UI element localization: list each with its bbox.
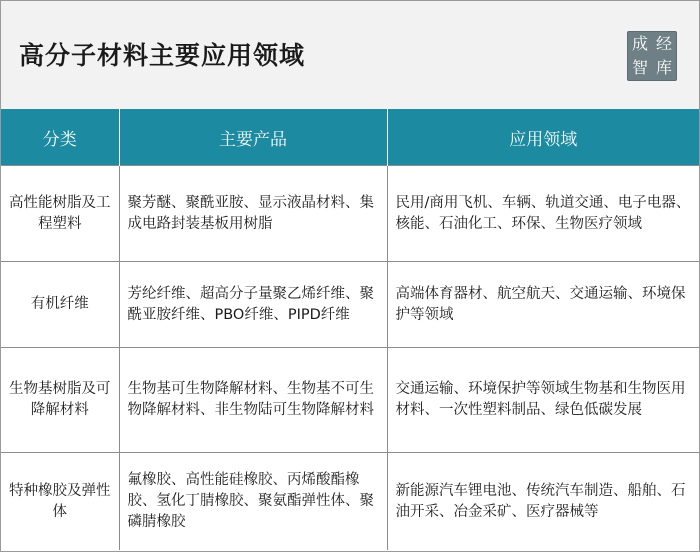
category-cell: 特种橡胶及弹性体	[1, 453, 119, 551]
logo-char: 成	[631, 34, 648, 53]
table-row	[1, 453, 699, 551]
products-cell: 生物基可生物降解材料、生物基不可生物降解材料、非生物陆可生物降解材料	[119, 348, 387, 453]
applications-cell: 新能源汽车锂电池、传统汽车制造、船舶、石油开采、冶金采矿、医疗器械等	[387, 453, 699, 551]
products-cell: 芳纶纤维、超高分子量聚乙烯纤维、聚酰亚胺纤维、PBO纤维、PIPD纤维	[119, 262, 387, 348]
materials-table	[1, 109, 699, 550]
page-title: 高分子材料主要应用领域	[19, 41, 306, 70]
table-row	[1, 348, 699, 453]
products-cell: 聚芳醚、聚酰亚胺、显示液晶材料、集成电路封装基板用树脂	[119, 166, 387, 262]
products-cell: 氟橡胶、高性能硅橡胶、丙烯酸酯橡胶、氢化丁腈橡胶、聚氨酯弹性体、聚磷腈橡胶	[119, 453, 387, 551]
logo-char: 智	[631, 58, 648, 77]
brand-logo	[627, 31, 677, 81]
category-cell: 有机纤维	[1, 262, 119, 348]
category-cell: 高性能树脂及工程塑料	[1, 166, 119, 262]
header-category: 分类	[1, 109, 119, 166]
header-applications: 应用领域	[387, 109, 699, 166]
applications-cell: 交通运输、环境保护等领域生物基和生物医用材料、一次性塑料制品、绿色低碳发展	[387, 348, 699, 453]
logo-char: 库	[655, 58, 672, 77]
applications-cell: 高端体育器材、航空航天、交通运输、环境保护等领域	[387, 262, 699, 348]
applications-cell: 民用/商用飞机、车辆、轨道交通、电子电器、核能、石油化工、环保、生物医疗领域	[387, 166, 699, 262]
logo-char: 经	[655, 34, 672, 53]
category-cell: 生物基树脂及可降解材料	[1, 348, 119, 453]
table-row	[1, 262, 699, 348]
table-row	[1, 166, 699, 262]
title-bar	[1, 1, 699, 109]
table-header-row	[1, 109, 699, 166]
header-products: 主要产品	[119, 109, 387, 166]
